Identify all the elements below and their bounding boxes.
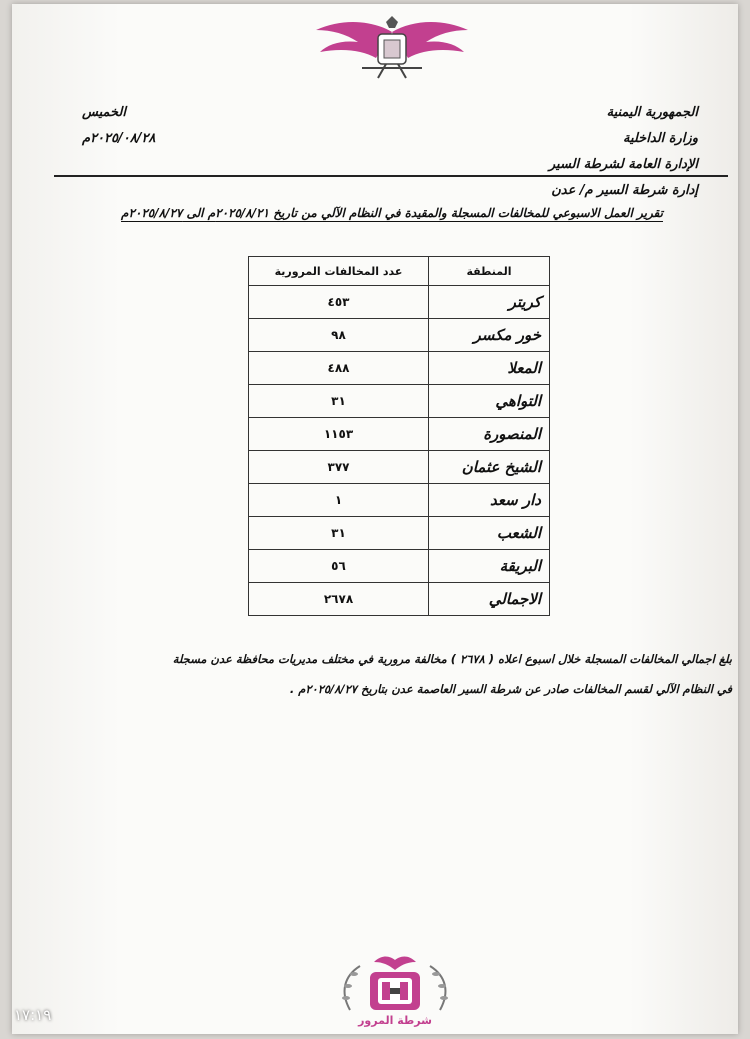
country-name: الجمهورية اليمنية xyxy=(606,105,698,120)
letterhead-date xyxy=(82,100,155,152)
count-cell: ٣١ xyxy=(249,517,429,550)
summary-line: في النظام الآلي لقسم المخالفات صادر عن شرطة السير العاصمة عدن بتاريخ ٢٠٢٥/٨/٢٧م . xyxy=(289,682,732,696)
table-row xyxy=(249,451,550,484)
table-row xyxy=(249,385,550,418)
header-count: عدد المخالفات المرورية xyxy=(249,257,429,286)
document-page xyxy=(12,4,738,1034)
region-cell: خور مكسر xyxy=(429,319,550,352)
table-row xyxy=(249,286,550,319)
count-cell: ٤٨٨ xyxy=(249,352,429,385)
ministry-name: وزارة الداخلية xyxy=(622,131,698,146)
region-cell: الشيخ عثمان xyxy=(429,451,550,484)
table-row xyxy=(249,517,550,550)
table-row xyxy=(249,484,550,517)
summary-paragraph xyxy=(122,644,732,704)
table-header-row xyxy=(249,257,550,286)
count-cell: ٤٥٣ xyxy=(249,286,429,319)
summary-line: بلغ اجمالي المخالفات المسجلة خلال اسبوع اعلاه ( ٢٦٧٨ ) مخالفة مرورية في مختلف مديريات محافظة عدن مسجلة xyxy=(172,652,732,666)
region-cell: المعلا xyxy=(429,352,550,385)
count-cell: ١ xyxy=(249,484,429,517)
table-row xyxy=(249,550,550,583)
department-name: الإدارة العامة لشرطة السير xyxy=(548,157,698,172)
footer-logo-caption: شرطة المرور xyxy=(358,1014,432,1027)
table-row xyxy=(249,319,550,352)
violations-table xyxy=(248,256,550,616)
count-cell: ١١٥٣ xyxy=(249,418,429,451)
count-cell: ٣١ xyxy=(249,385,429,418)
region-cell: كريتر xyxy=(429,286,550,319)
header-region: المنطقة xyxy=(429,257,550,286)
eagle-emblem-icon xyxy=(302,14,482,84)
count-cell: ٥٦ xyxy=(249,550,429,583)
table-row xyxy=(249,418,550,451)
report-title: تقرير العمل الاسبوعي للمخالفات المسجلة والمقيدة في النظام الآلي من تاريخ ٢٠٢٥/٨/٢١م الى ٢٠٢٥/٨/٢٧م xyxy=(121,206,663,220)
status-time: ١٧:١٩ xyxy=(14,1006,52,1024)
office-name: إدارة شرطة السير م/ عدن xyxy=(551,183,698,198)
region-cell: الشعب xyxy=(429,517,550,550)
table-row xyxy=(249,352,550,385)
count-cell: ٩٨ xyxy=(249,319,429,352)
document-date: ٢٠٢٥/٠٨/٢٨م xyxy=(82,131,156,146)
region-cell: البريقة xyxy=(429,550,550,583)
total-count-cell: ٢٦٧٨ xyxy=(249,583,429,616)
day-name: الخميس xyxy=(82,105,126,120)
region-cell: دار سعد xyxy=(429,484,550,517)
header-divider xyxy=(54,175,728,177)
letterhead-ministry xyxy=(549,100,698,204)
count-cell: ٣٧٧ xyxy=(249,451,429,484)
total-label-cell: الاجمالي xyxy=(429,583,550,616)
region-cell: التواهي xyxy=(429,385,550,418)
region-cell: المنصورة xyxy=(429,418,550,451)
table-total-row xyxy=(249,583,550,616)
